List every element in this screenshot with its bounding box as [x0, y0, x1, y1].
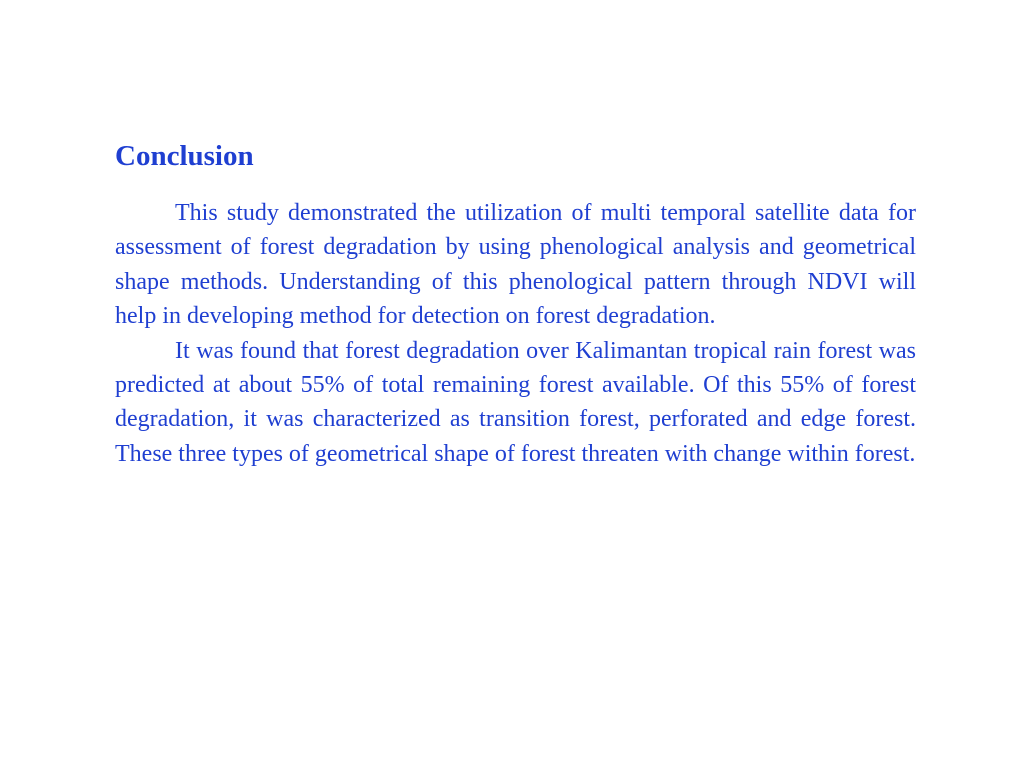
paragraph-1: This study demonstrated the utilization of multi temporal satellite data for assessment of forest degradation by using phenological analysis and geometrical shape methods. Understanding of this phenological pattern through NDVI will help in developing method for detection on forest degradation.	[115, 200, 916, 330]
slide-body	[115, 196, 916, 471]
slide-title: Conclusion	[115, 140, 254, 172]
paragraph-2: It was found that forest degradation over Kalimantan tropical rain forest was predicted at about 55% of total remaining forest available. Of this 55% of forest degradation, it was characterized as transition forest, perforated and edge forest. These three types of geometrical shape of forest threaten with change within forest.	[115, 337, 916, 467]
